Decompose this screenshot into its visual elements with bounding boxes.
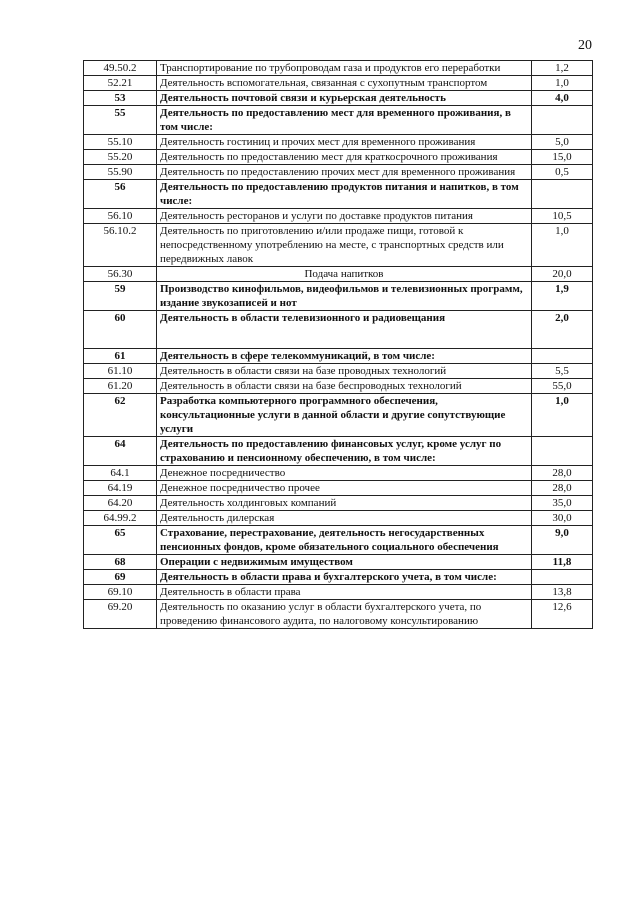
activity-name-cell: Деятельность ресторанов и услуги по доставке продуктов питания: [157, 209, 532, 224]
table-row: [84, 180, 593, 209]
table-row: [84, 209, 593, 224]
code-cell: 53: [84, 91, 157, 106]
code-cell: 64.19: [84, 481, 157, 496]
activity-name-cell: Деятельность по предоставлению мест для краткосрочного проживания: [157, 150, 532, 165]
rate-value-cell: 28,0: [532, 466, 593, 481]
table-row: [84, 555, 593, 570]
table-row: [84, 600, 593, 629]
activity-name-cell: Деятельность по предоставлению прочих мест для временного проживания: [157, 165, 532, 180]
code-cell: 69.20: [84, 600, 157, 629]
activity-name-cell: Деятельность в области связи на базе беспроводных технологий: [157, 379, 532, 394]
rate-value-cell: [532, 349, 593, 364]
rate-value-cell: 1,2: [532, 61, 593, 76]
table-row: [84, 394, 593, 437]
code-cell: 68: [84, 555, 157, 570]
rate-value-cell: 15,0: [532, 150, 593, 165]
activity-name-cell: Транспортирование по трубопроводам газа и продуктов его переработки: [157, 61, 532, 76]
activity-name-cell: Деятельность в области права и бухгалтерского учета, в том числе:: [157, 570, 532, 585]
activity-name-cell: Деятельность в области связи на базе проводных технологий: [157, 364, 532, 379]
code-cell: 64: [84, 437, 157, 466]
table-row: [84, 585, 593, 600]
code-cell: 64.99.2: [84, 511, 157, 526]
rate-value-cell: 9,0: [532, 526, 593, 555]
activity-name-cell: Деятельность в области права: [157, 585, 532, 600]
table-row: [84, 165, 593, 180]
rate-value-cell: 13,8: [532, 585, 593, 600]
activity-name-cell: Деятельность по оказанию услуг в области бухгалтерского учета, по проведению финансового аудита, по налоговому консультированию: [157, 600, 532, 629]
activity-name-cell: Деятельность в области телевизионного и радиовещания: [157, 311, 532, 349]
table-row: [84, 570, 593, 585]
code-cell: 65: [84, 526, 157, 555]
rate-value-cell: 4,0: [532, 91, 593, 106]
code-cell: 55.20: [84, 150, 157, 165]
rate-value-cell: [532, 106, 593, 135]
code-cell: 60: [84, 311, 157, 349]
activity-name-cell: Деятельность почтовой связи и курьерская деятельность: [157, 91, 532, 106]
table-row: [84, 91, 593, 106]
activity-name-cell: Денежное посредничество: [157, 466, 532, 481]
activity-name-cell: Деятельность вспомогательная, связанная с сухопутным транспортом: [157, 76, 532, 91]
activity-name-cell: Разработка компьютерного программного обеспечения, консультационные услуги в данной области и другие сопутствующие услуги: [157, 394, 532, 437]
code-cell: 55.10: [84, 135, 157, 150]
rate-value-cell: 5,0: [532, 135, 593, 150]
code-cell: 64.1: [84, 466, 157, 481]
activity-name-cell: Деятельность по приготовлению и/или продаже пищи, готовой к непосредственному употреблению на месте, с транспортных средств или передвижных лавок: [157, 224, 532, 267]
table-row: [84, 526, 593, 555]
rate-value-cell: 0,5: [532, 165, 593, 180]
code-cell: 52.21: [84, 76, 157, 91]
code-cell: 56: [84, 180, 157, 209]
activity-name-cell: Страхование, перестрахование, деятельность негосударственных пенсионных фондов, кроме обязательного социального обеспечения: [157, 526, 532, 555]
table-row: [84, 106, 593, 135]
rate-value-cell: 5,5: [532, 364, 593, 379]
rate-value-cell: 1,0: [532, 394, 593, 437]
code-cell: 56.10: [84, 209, 157, 224]
rate-value-cell: 35,0: [532, 496, 593, 511]
table-row: [84, 267, 593, 282]
activity-name-cell: Операции с недвижимым имуществом: [157, 555, 532, 570]
table-row: [84, 364, 593, 379]
table-row: [84, 481, 593, 496]
activity-name-cell: Производство кинофильмов, видеофильмов и телевизионных программ, издание звукозаписей и нот: [157, 282, 532, 311]
activity-name-cell: Деятельность по предоставлению финансовых услуг, кроме услуг по страхованию и пенсионному обеспечению, в том числе:: [157, 437, 532, 466]
activity-rates-table: [83, 60, 593, 629]
table-row: [84, 379, 593, 394]
rate-value-cell: 1,0: [532, 224, 593, 267]
rate-value-cell: 20,0: [532, 267, 593, 282]
rate-value-cell: 12,6: [532, 600, 593, 629]
page-number: 20: [578, 38, 592, 53]
table-row: [84, 311, 593, 349]
code-cell: 69.10: [84, 585, 157, 600]
activity-name-cell: Деятельность по предоставлению продуктов питания и напитков, в том числе:: [157, 180, 532, 209]
activity-name-cell: Денежное посредничество прочее: [157, 481, 532, 496]
rate-value-cell: [532, 570, 593, 585]
activity-name-cell: Деятельность в сфере телекоммуникаций, в том числе:: [157, 349, 532, 364]
rate-value-cell: [532, 180, 593, 209]
code-cell: 61: [84, 349, 157, 364]
table-row: [84, 135, 593, 150]
table-row: [84, 496, 593, 511]
rate-value-cell: 28,0: [532, 481, 593, 496]
table-row: [84, 76, 593, 91]
table-row: [84, 349, 593, 364]
table-row: [84, 224, 593, 267]
code-cell: 61.10: [84, 364, 157, 379]
table-row: [84, 61, 593, 76]
rate-value-cell: 11,8: [532, 555, 593, 570]
table-row: [84, 511, 593, 526]
code-cell: 59: [84, 282, 157, 311]
table-row: [84, 282, 593, 311]
rate-value-cell: [532, 437, 593, 466]
activity-name-cell: Деятельность холдинговых компаний: [157, 496, 532, 511]
code-cell: 55.90: [84, 165, 157, 180]
code-cell: 69: [84, 570, 157, 585]
code-cell: 61.20: [84, 379, 157, 394]
rate-value-cell: 1,0: [532, 76, 593, 91]
activity-name-cell: Подача напитков: [157, 267, 532, 282]
table-row: [84, 150, 593, 165]
rate-value-cell: 30,0: [532, 511, 593, 526]
activity-name-cell: Деятельность по предоставлению мест для временного проживания, в том числе:: [157, 106, 532, 135]
code-cell: 49.50.2: [84, 61, 157, 76]
rate-value-cell: 55,0: [532, 379, 593, 394]
code-cell: 62: [84, 394, 157, 437]
code-cell: 56.10.2: [84, 224, 157, 267]
activity-name-cell: Деятельность дилерская: [157, 511, 532, 526]
table-row: [84, 466, 593, 481]
rate-value-cell: 2,0: [532, 311, 593, 349]
code-cell: 55: [84, 106, 157, 135]
code-cell: 64.20: [84, 496, 157, 511]
code-cell: 56.30: [84, 267, 157, 282]
activity-name-cell: Деятельность гостиниц и прочих мест для временного проживания: [157, 135, 532, 150]
rate-value-cell: 10,5: [532, 209, 593, 224]
rate-value-cell: 1,9: [532, 282, 593, 311]
table-row: [84, 437, 593, 466]
